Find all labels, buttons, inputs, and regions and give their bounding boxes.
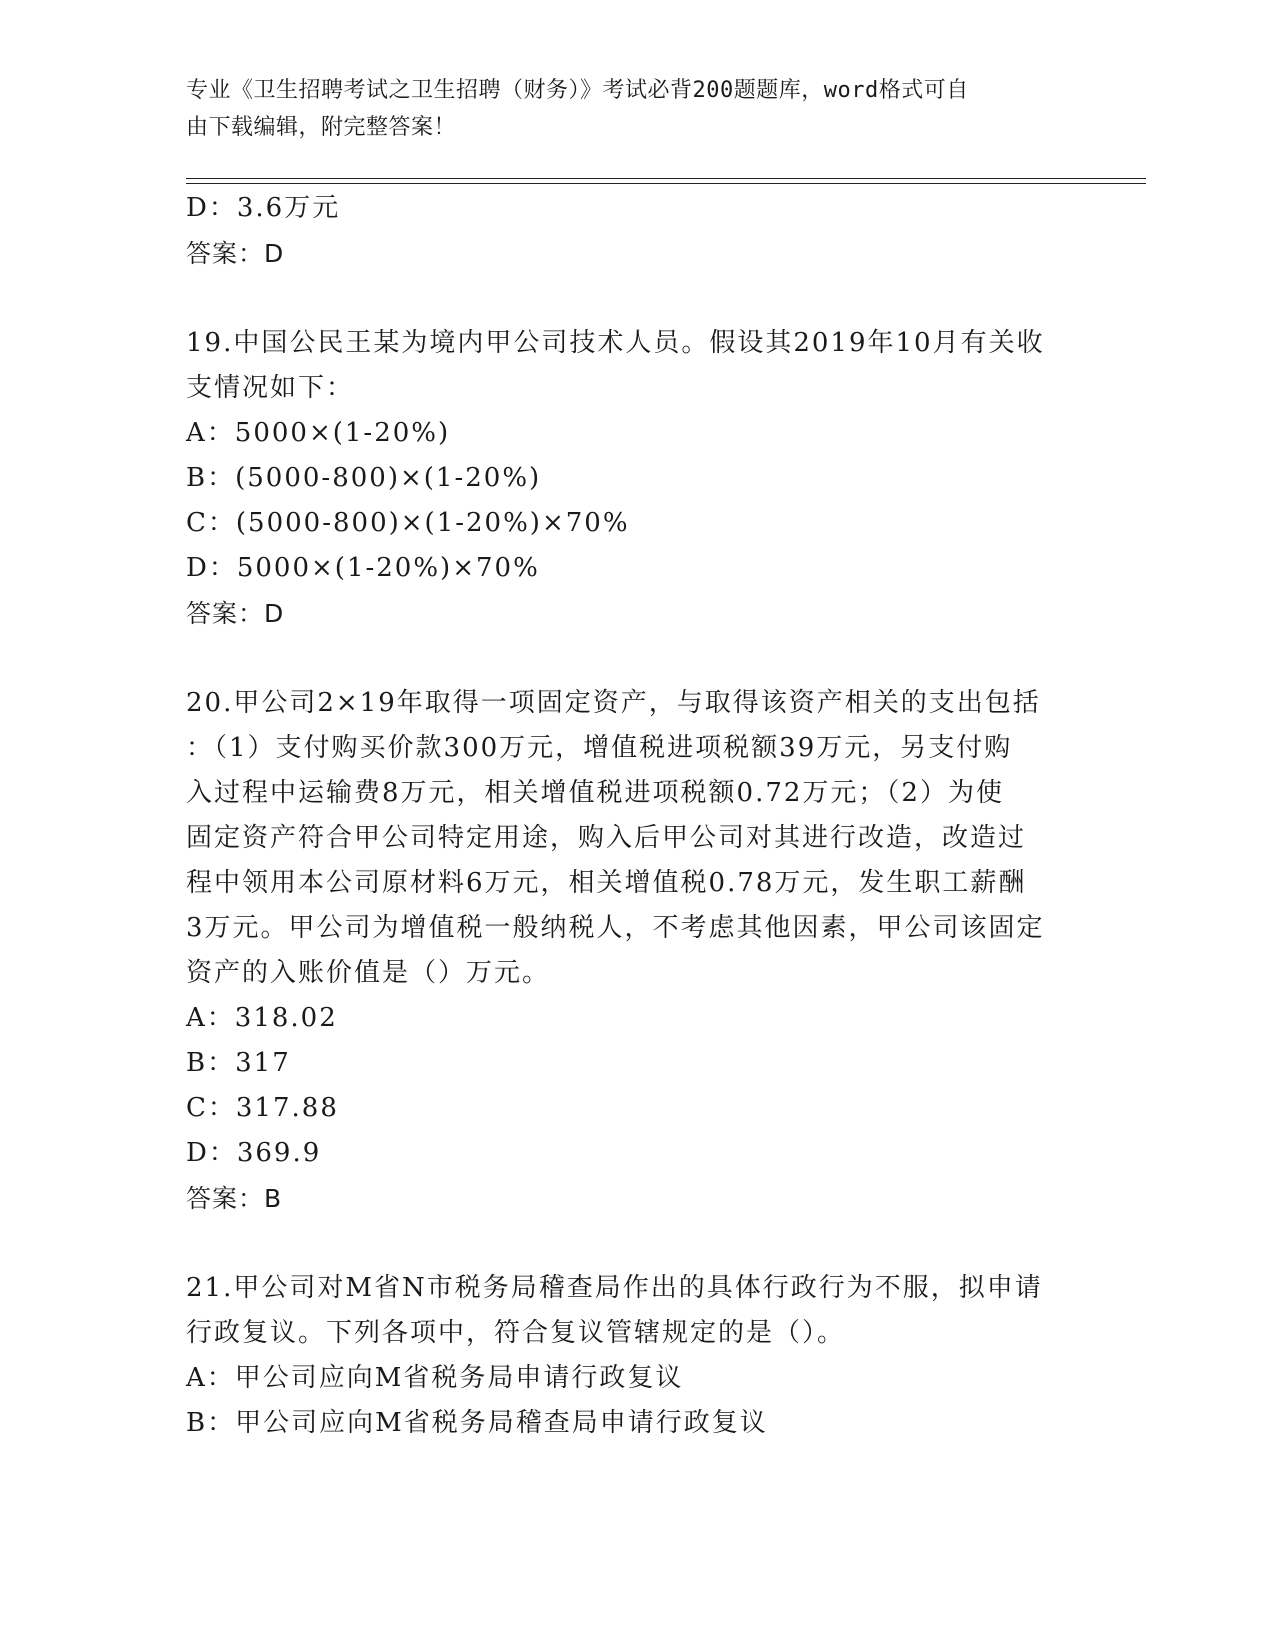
q21-option-a: A：甲公司应向M省税务局申请行政复议 (186, 1363, 684, 1393)
q20-option-c: C：317.88 (186, 1093, 339, 1123)
q19-option-a: A：5000×(1-20%) (186, 418, 451, 448)
q20-stem-line-4: 固定资产符合甲公司特定用途，购入后甲公司对其进行改造，改造过 (186, 823, 1027, 853)
q20-answer: 答案：B (186, 1184, 283, 1213)
q21-option-b: B：甲公司应向M省税务局稽查局申请行政复议 (186, 1408, 768, 1438)
q20-option-d: D：369.9 (186, 1138, 322, 1168)
q21-stem-line-2: 行政复议。下列各项中，符合复议管辖规定的是（）。 (186, 1318, 846, 1348)
q20-stem-line-7: 资产的入账价值是（）万元。 (186, 958, 551, 988)
q20-option-a: A：318.02 (186, 1003, 338, 1033)
page-header (186, 72, 1066, 146)
q20-stem-line-2: ：（1）支付购买价款300万元，增值税进项税额39万元，另支付购 (186, 733, 1013, 763)
prev-answer: 答案：D (186, 239, 285, 268)
question-spacer (186, 1221, 1086, 1266)
q20-stem-line-6: 3万元。甲公司为增值税一般纳税人，不考虑其他因素，甲公司该固定 (186, 913, 1045, 943)
header-line-1: 专业《卫生招聘考试之卫生招聘（财务）》考试必背200题题库，word格式可自 (186, 78, 969, 103)
prev-option-d: D：3.6万元 (186, 193, 341, 223)
header-divider-top (186, 178, 1146, 179)
q20-stem-line-1: 20.甲公司2×19年取得一项固定资产，与取得该资产相关的支出包括 (186, 688, 1041, 718)
q19-option-d: D：5000×(1-20%)×70% (186, 553, 540, 583)
q21-stem-line-1: 21.甲公司对M省N市税务局稽查局作出的具体行政行为不服，拟申请 (186, 1273, 1043, 1303)
q19-answer: 答案：D (186, 599, 285, 628)
question-spacer (186, 636, 1086, 681)
question-list (186, 186, 1086, 1446)
q20-stem-line-5: 程中领用本公司原材料6万元，相关增值税0.78万元，发生职工薪酬 (186, 868, 1027, 898)
q20-stem-line-3: 入过程中运输费8万元，相关增值税进项税额0.72万元；（2）为使 (186, 778, 1004, 808)
header-divider-bottom (186, 183, 1146, 184)
q19-stem-line-1: 19.中国公民王某为境内甲公司技术人员。假设其2019年10月有关收 (186, 328, 1045, 358)
q19-stem-line-2: 支情况如下： (186, 373, 355, 403)
q20-option-b: B：317 (186, 1048, 291, 1078)
header-line-2: 由下载编辑，附完整答案！ (186, 115, 457, 140)
question-spacer (186, 276, 1086, 321)
q19-option-b: B：(5000-800)×(1-20%) (186, 463, 542, 493)
q19-option-c: C：(5000-800)×(1-20%)×70% (186, 508, 630, 538)
